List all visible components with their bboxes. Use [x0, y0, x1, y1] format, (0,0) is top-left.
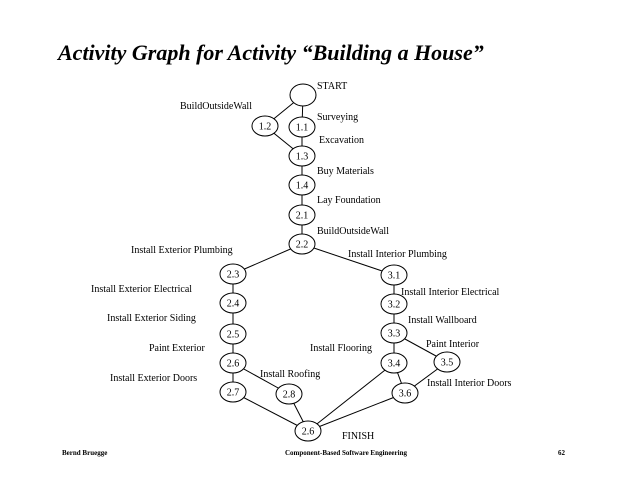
node-n2_5 — [220, 324, 246, 344]
node-n1_2 — [252, 116, 278, 136]
node-n2_3 — [220, 264, 246, 284]
node-ellipse — [290, 84, 316, 106]
node-label: 2.8 — [282, 389, 296, 401]
node-n1_3 — [289, 146, 315, 166]
node-n3_4 — [381, 353, 407, 373]
node-n2_4 — [220, 293, 246, 313]
node-label: 3.4 — [387, 358, 401, 370]
node-n2_2 — [289, 234, 315, 254]
page-title: Activity Graph for Activity “Building a House” — [58, 40, 484, 65]
label-build-outside-wall: BuildOutsideWall — [317, 226, 389, 237]
node-label: 1.1 — [295, 122, 309, 134]
label-surveying: Surveying — [317, 112, 359, 123]
label-paint-exterior: Paint Exterior — [149, 343, 205, 354]
label-install-exterior-electrical: Install Exterior Electrical — [91, 284, 193, 295]
node-label: 2.2 — [295, 239, 309, 251]
node-n2_7 — [220, 382, 246, 402]
label-install-exterior-siding: Install Exterior Siding — [107, 313, 196, 324]
node-label: 1.2 — [258, 121, 272, 133]
label-install-interior-plumbing: Install Interior Plumbing — [348, 249, 447, 260]
node-n3_3 — [381, 323, 407, 343]
node-label: 2.3 — [226, 269, 240, 281]
node-label: 3.2 — [387, 299, 401, 311]
node-label: 3.3 — [387, 328, 401, 340]
label-build-outside-wall-top: BuildOutsideWall — [180, 101, 252, 112]
node-label: 2.6 — [301, 426, 315, 438]
node-label: 3.5 — [440, 357, 454, 369]
footer-page-number: 62 — [558, 449, 565, 457]
node-label: 2.7 — [226, 387, 240, 399]
label-start: START — [317, 81, 348, 92]
label-install-exterior-doors: Install Exterior Doors — [110, 373, 198, 384]
label-paint-interior: Paint Interior — [426, 339, 480, 350]
node-n1_4 — [289, 175, 315, 195]
node-n3_1 — [381, 265, 407, 285]
node-label: 2.1 — [295, 210, 309, 222]
label-install-flooring: Install Flooring — [310, 343, 372, 354]
node-start — [290, 84, 316, 106]
footer-course: Component-Based Software Engineering — [285, 449, 407, 457]
node-n3_6 — [392, 383, 418, 403]
node-label: 3.6 — [398, 388, 412, 400]
label-install-interior-electrical: Install Interior Electrical — [401, 287, 500, 298]
node-n2_6 — [220, 353, 246, 373]
node-n2_8 — [276, 384, 302, 404]
node-n2_1 — [289, 205, 315, 225]
label-finish: FINISH — [342, 431, 375, 442]
label-install-exterior-plumbing: Install Exterior Plumbing — [131, 245, 233, 256]
footer-author: Bernd Bruegge — [62, 449, 108, 457]
label-excavation: Excavation — [319, 135, 364, 146]
label-install-roofing: Install Roofing — [260, 369, 321, 380]
node-label: 2.4 — [226, 298, 240, 310]
node-label: 2.6 — [226, 358, 240, 370]
node-label: 1.4 — [295, 180, 309, 192]
label-buy-materials: Buy Materials — [317, 166, 374, 177]
node-label: 3.1 — [387, 270, 401, 282]
node-n1_1 — [289, 117, 315, 137]
label-install-wallboard: Install Wallboard — [408, 315, 477, 326]
node-n3_5 — [434, 352, 460, 372]
node-label: 2.5 — [226, 329, 240, 341]
edge-n3_4-finish — [308, 363, 394, 431]
label-install-interior-doors: Install Interior Doors — [427, 378, 512, 389]
node-label: 1.3 — [295, 151, 309, 163]
node-finish — [295, 421, 321, 441]
label-lay-foundation: Lay Foundation — [317, 195, 381, 206]
edge-n3_6-finish — [308, 393, 405, 431]
